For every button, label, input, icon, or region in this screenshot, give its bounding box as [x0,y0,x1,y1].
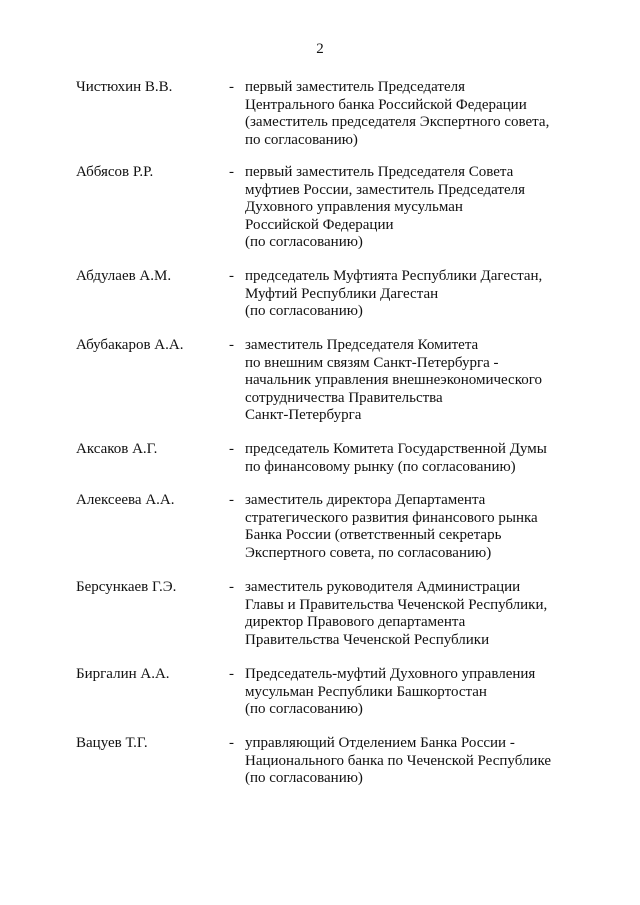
member-role [245,666,575,719]
role-line: начальник управления внешнеэкономического [245,372,543,388]
member-name: Абдулаев А.М. [76,268,172,284]
role-line: (по согласованию) [245,303,363,319]
role-line: Правительства Чеченской Республики [245,631,490,648]
member-name: Берсункаев Г.Э. [76,579,177,595]
role-line: (заместитель председателя Экспертного совета, [245,114,550,130]
member-dash: - [229,492,234,508]
role-line: Санкт-Петербурга [245,407,362,423]
role-line: председатель Муфтията Республики Дагестан, [245,268,543,284]
member-dash: - [229,735,234,751]
role-line: стратегического развития финансового рынка [245,509,538,526]
member-dash: - [229,337,234,353]
page-number: 2 [316,41,324,57]
role-line: по согласованию) [245,131,358,148]
member-name: Аксаков А.Г. [76,441,158,457]
member-role [245,579,575,649]
role-line: Председатель-муфтий Духовного управления [245,666,536,682]
member-role [245,337,575,425]
role-line: Национального банка по Чеченской Республике [245,752,552,769]
role-line: Главы и Правительства Чеченской Республики, [245,596,548,613]
member-dash: - [229,441,234,457]
member-name: Алексеева А.А. [76,492,175,508]
role-line: (по согласованию) [245,701,363,717]
member-name: Аббясов Р.Р. [76,164,154,180]
role-line: Банка России (ответственный секретарь [245,527,502,543]
role-line: муфтиев России, заместитель Председателя [245,181,525,198]
member-dash: - [229,164,234,180]
role-line: мусульман Республики Башкортостан [245,683,487,700]
member-name: Абубакаров А.А. [76,337,184,353]
role-line: заместитель директора Департамента [245,492,486,508]
member-name: Биргалин А.А. [76,666,170,682]
member-dash: - [229,79,234,95]
role-line: по финансовому рынку (по согласованию) [245,458,516,475]
member-role [245,492,575,562]
role-line: Центрального банка Российской Федерации [245,96,527,113]
role-line: заместитель Председателя Комитета [245,337,479,353]
member-name: Вацуев Т.Г. [76,735,148,751]
role-line: первый заместитель Председателя [245,79,465,95]
member-name: Чистюхин В.В. [76,79,173,95]
role-line: (по согласованию) [245,770,363,786]
member-role [245,164,575,252]
role-line: председатель Комитета Государственной Думы [245,441,547,457]
role-line: по внешним связям Санкт-Петербурга - [245,354,499,371]
role-line: Российской Федерации [245,216,394,233]
member-role [245,735,575,788]
member-dash: - [229,666,234,682]
role-line: первый заместитель Председателя Совета [245,164,514,180]
member-role [245,268,575,321]
role-line: директор Правового департамента [245,614,466,630]
member-role [245,79,575,149]
member-dash: - [229,579,234,595]
role-line: заместитель руководителя Администрации [245,579,521,595]
role-line: (по согласованию) [245,234,363,250]
role-line: сотрудничества Правительства [245,389,443,406]
role-line: Муфтий Республики Дагестан [245,285,439,302]
role-line: управляющий Отделением Банка России - [245,735,515,751]
role-line: Экспертного совета, по согласованию) [245,544,492,561]
member-dash: - [229,268,234,284]
member-role [245,441,575,476]
role-line: Духовного управления мусульман [245,199,463,215]
